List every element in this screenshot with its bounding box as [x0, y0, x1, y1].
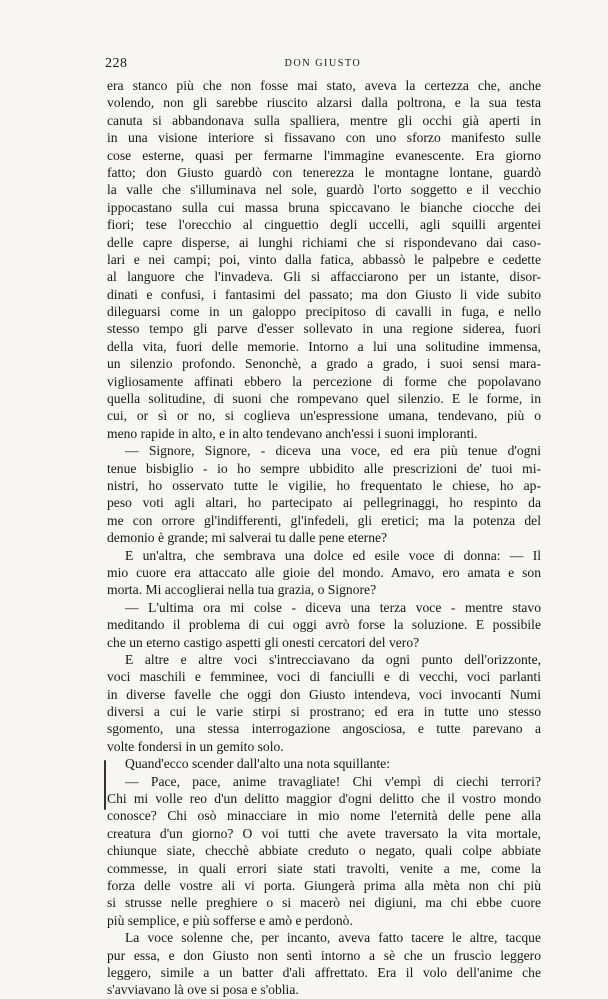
text-line: meno rapide in alto, e in alto tendevano anch'essi i suoni imploranti.	[107, 425, 478, 441]
text-line: chiunque siate, checchè abbiate creduto o negato, quali colpe abbiate	[107, 843, 541, 859]
page-header	[105, 56, 541, 76]
text-line: tenue bisbiglio - io ho sempre ubbidito alle prescrizioni de' tuoi mi-	[107, 460, 541, 476]
text-line: s'avviavano là ove si posa e s'oblia.	[107, 982, 299, 998]
text-line: mio cuore era attaccato alle gioie del mondo. Amavo, ero amata e son	[107, 564, 541, 580]
text-line: E un'altra, che sembrava una dolce ed esile voce di donna: — Il	[125, 547, 541, 563]
body-text	[107, 77, 541, 999]
text-line: dileguarsi come in un galoppo precipitoso di cavalli in fuga, e nello	[107, 304, 541, 320]
text-line: cui, or sì or no, si coglieva un'espressione umana, tendevano, più o	[107, 408, 541, 424]
text-line: un silenzio profondo. Senonchè, a grado a grado, i suoi sensi mara-	[107, 356, 541, 372]
text-line: quella solitudine, di suoni che rompevano quel silenzio. E le forme, in	[107, 391, 541, 407]
text-line: — Pace, pace, anime travagliate! Chi v'empì di ciechi terrori?	[125, 773, 541, 789]
text-line: delle capre disperse, ai lunghi richiami che si rispondevano dai caso-	[107, 234, 541, 250]
text-line: fiori; tese l'orecchio al cinguettio degli uccelli, agli squilli argentei	[107, 217, 541, 233]
text-line: più semplice, e più sofferse e amò e perdonò.	[107, 912, 353, 928]
text-line: dinati e confusi, i fantasimi del passato; ma don Giusto li vide subito	[107, 286, 541, 302]
text-line: voci maschili e femminee, voci di fanciulli e di vecchi, voci parlanti	[107, 669, 541, 685]
text-line: volte fondersi in un gemito solo.	[107, 738, 284, 754]
margin-pencil-mark	[104, 760, 106, 810]
text-line: vigliosamente affinati ebbero la percezione di forme che popolavano	[107, 373, 541, 389]
text-line: E altre e altre voci s'intrecciavano da ogni punto dell'orizzonte,	[125, 651, 541, 667]
text-line: peso voti agli altari, ho partecipato ai pellegrinaggi, ho respinto da	[107, 495, 541, 511]
text-line: era stanco più che non fosse mai stato, aveva la certezza che, anche	[107, 78, 541, 93]
text-line: in una visione interiore si fissavano con uno sforzo manifesto sulle	[107, 130, 541, 146]
text-line: creatura d'un giorno? O voi tutti che avete traversato la vita mortale,	[107, 825, 541, 841]
text-line: meditando il problema di cui oggi avrò forse la soluzione. E possibile	[107, 617, 541, 633]
text-line: conosce? Chi osò minacciare in mio nome l'eternità delle pene alla	[107, 808, 541, 824]
text-line: morta. Mi accoglierai nella tua grazia, o Signore?	[107, 582, 377, 598]
text-line: volendo, non gli sarebbe riuscito alzarsi dalla poltrona, e la sua testa	[107, 95, 541, 111]
text-line: Quand'ecco scender dall'alto una nota squillante:	[125, 756, 390, 772]
text-line: la valle che s'illuminava nel sole, guardò l'orto soggetto e il vecchio	[107, 182, 541, 198]
text-line: che un eterno castigo aspetti gli onesti cercatori del vero?	[107, 634, 420, 650]
text-line: cose esterne, quasi per fermarne l'immagine evanescente. Era giorno	[107, 147, 541, 163]
text-line: fatto; don Giusto guardò con tenerezza le montagne lontane, guardò	[107, 164, 541, 180]
text-line: La voce solenne che, per incanto, aveva fatto tacere le altre, tacque	[125, 930, 541, 946]
text-line: canuta si abbandonava sulla spalliera, mentre gli occhi già aperti in	[107, 112, 541, 128]
text-line: commesse, in quali errori siate stati travolti, venite a me, come la	[107, 860, 541, 876]
text-line: nistri, ho osservato tutte le vigilie, ho frequentato le chiese, ho ap-	[107, 477, 541, 493]
text-line: pur essa, e don Giusto non sentì intorno a sè che un fruscìo leggero	[107, 947, 541, 963]
text-line: — Signore, Signore, - diceva una voce, ed era più tenue d'ogni	[125, 443, 541, 459]
text-line: me con orrore gl'indifferenti, gl'infedeli, gli eretici; ma la potenza del	[107, 512, 541, 528]
text-line: della vita, fuori delle memorie. Intorno a lui una solitudine immensa,	[107, 338, 541, 354]
text-line: leggero, simile a un batter d'ali affrettato. Era il volo dell'anime che	[107, 964, 541, 980]
text-line: — L'ultima ora mi colse - diceva una terza voce - mentre stavo	[125, 599, 541, 615]
text-line: in diverse favelle che oggi don Giusto intendeva, voci invocanti Numi	[107, 686, 541, 702]
text-line: al languore che l'invadeva. Gli si affacciarono per un istante, disor-	[107, 269, 541, 285]
text-line: ippocastano sulla cui massa bruna spiccavano le bianche ciocche dei	[107, 199, 541, 215]
text-line: sgomento, una stessa interrogazione angosciosa, e tutte parevano a	[107, 721, 541, 737]
text-line: stesso tempo gli parve d'esser sollevato in una regione siderea, fuori	[107, 321, 541, 337]
text-line: forza delle vostre ali vi porta. Giungerà prima alla mèta non chi più	[107, 877, 541, 893]
text-line: diversi a cui le varie stirpi si prostrano; ed era in tutte uno stesso	[107, 704, 541, 720]
text-line: Chi mi volle reo d'un delitto maggior d'ogni delitto che il vostro mondo	[107, 791, 541, 807]
text-line: demonio è grande; mi salverai tu dalle pene eterne?	[107, 530, 388, 546]
running-title: DON GIUSTO	[284, 58, 362, 69]
text-line: si strusse nelle preghiere o si macerò nei digiuni, ma chi ebbe cuore	[107, 895, 541, 911]
page-number: 228	[105, 56, 128, 71]
text-line: lari e nei campi; poi, vinto dalla fatica, abbassò le palpebre e cedette	[107, 251, 541, 267]
